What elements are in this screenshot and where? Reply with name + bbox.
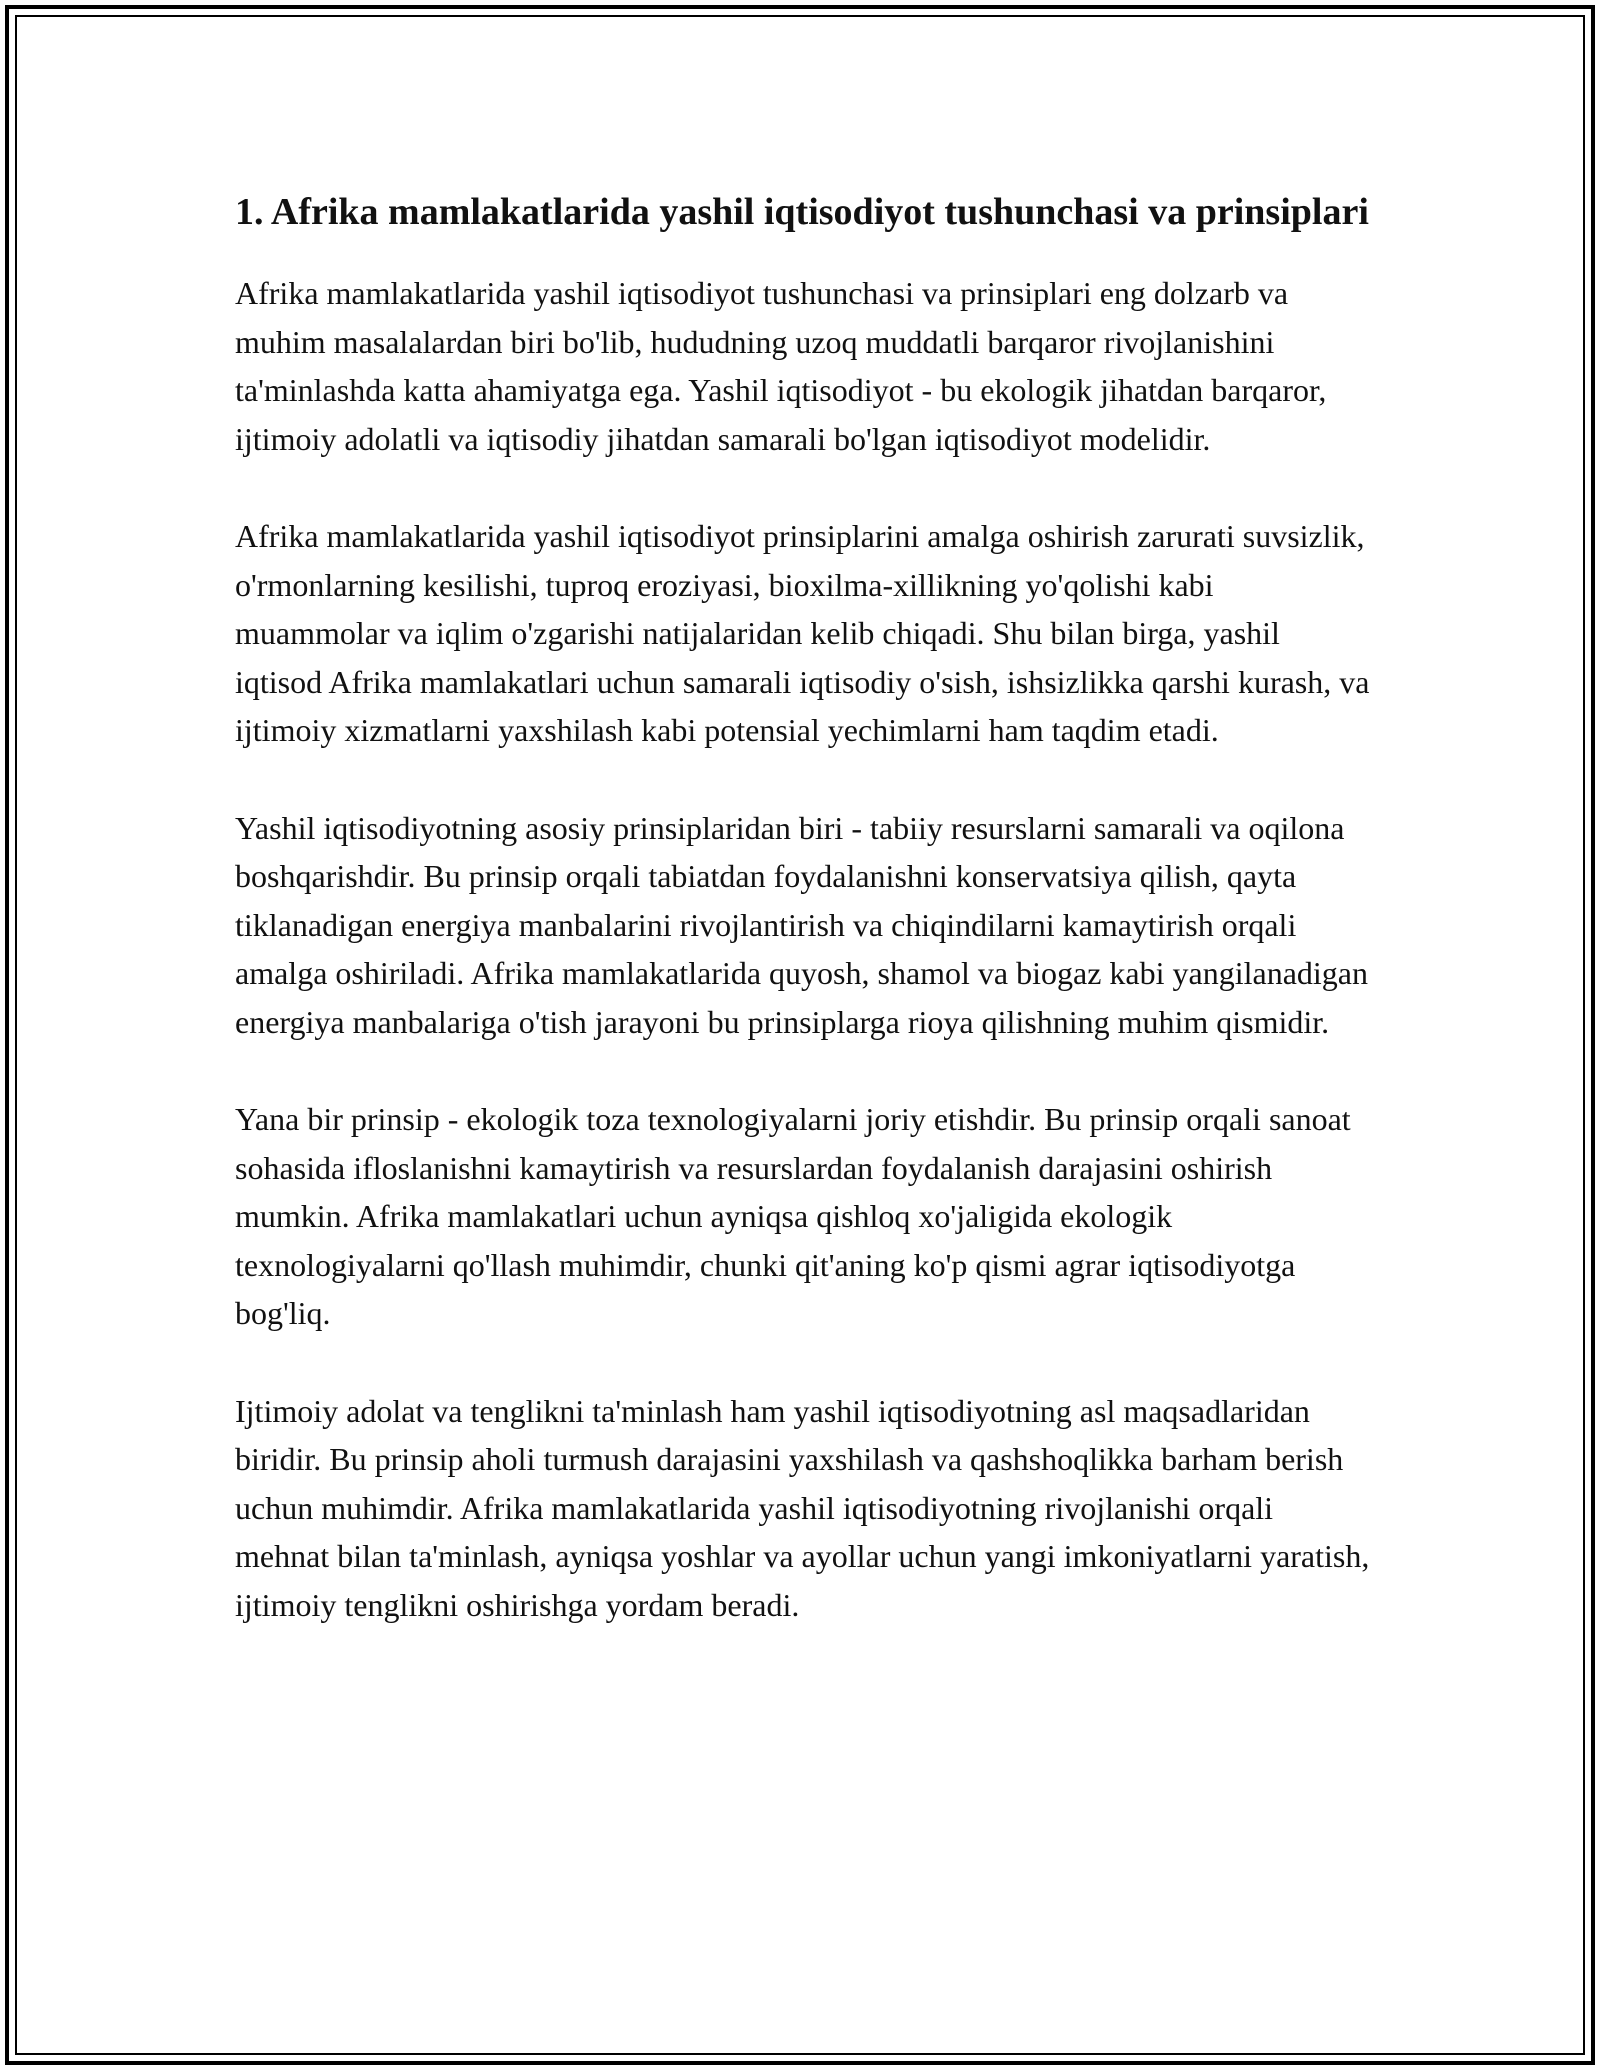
section-heading: 1. Afrika mamlakatlarida yashil iqtisodiyot tushunchasi va prinsiplari: [235, 191, 1369, 233]
paragraph-2: Afrika mamlakatlarida yashil iqtisodiyot prinsiplarini amalga oshirish zarurati suvsizlik, o'rmonlarning kesilishi, tuproq eroziyasi, bioxilma-xillikning yo'qolishi kabi muammolar va iqlim o'zgarishi natijalaridan kelib chiqadi. Shu bilan birga, yashil iqtisod Afrika mamlakatlari uchun samarali iqtisodiy o'sish, ishsizlikka qarshi kurash, va ijtimoiy xizmatlarni yaxshilash kabi potensial yechimlarni ham taqdim etadi.: [235, 518, 1370, 748]
paragraph-5: Ijtimoiy adolat va tenglikni ta'minlash ham yashil iqtisodiyotning asl maqsadlaridan biridir. Bu prinsip aholi turmush darajasini yaxshilash va qashshoqlikka barham berish uchun muhimdir. Afrika mamlakatlarida yashil iqtisodiyotning rivojlanishi orqali mehnat bilan ta'minlash, ayniqsa yoshlar va ayollar uchun yangi imkoniyatlarni yaratish, ijtimoiy tenglikni oshirishga yordam beradi.: [235, 1392, 1370, 1623]
paragraph-3: Yashil iqtisodiyotning asosiy prinsiplaridan biri - tabiiy resurslarni samarali va oqilona boshqarishdir. Bu prinsip orqali tabiatdan foydalanishni konservatsiya qilish, qayta tiklanadigan energiya manbalarini rivojlantirish va chiqindilarni kamaytirish orqali amalga oshiriladi. Afrika mamlakatlarida quyosh, shamol va biogaz kabi yangilanadigan energiya manbalariga o'tish jarayoni bu prinsiplarga rioya qilishning muhim qismidir.: [235, 809, 1368, 1040]
document-body: [235, 184, 1370, 1678]
paragraph-4: Yana bir prinsip - ekologik toza texnologiyalarni joriy etishdir. Bu prinsip orqali sanoat sohasida ifloslanishni kamaytirish va resurslardan foydalanish darajasini oshirish mumkin. Afrika mamlakatlari uchun ayniqsa qishloq xo'jaligida ekologik texnologiyalarni qo'llash muhimdir, chunki qit'aning ko'p qismi agrar iqtisodiyotga bog'liq.: [235, 1101, 1351, 1331]
paragraph-1: Afrika mamlakatlarida yashil iqtisodiyot tushunchasi va prinsiplari eng dolzarb va muhim masalalardan biri bo'lib, hududning uzoq muddatli barqaror rivojlanishini ta'minlashda katta ahamiyatga ega. Yashil iqtisodiyot - bu ekologik jihatdan barqaror, ijtimoiy adolatli va iqtisodiy jihatdan samarali bo'lgan iqtisodiyot modelidir.: [235, 275, 1327, 457]
